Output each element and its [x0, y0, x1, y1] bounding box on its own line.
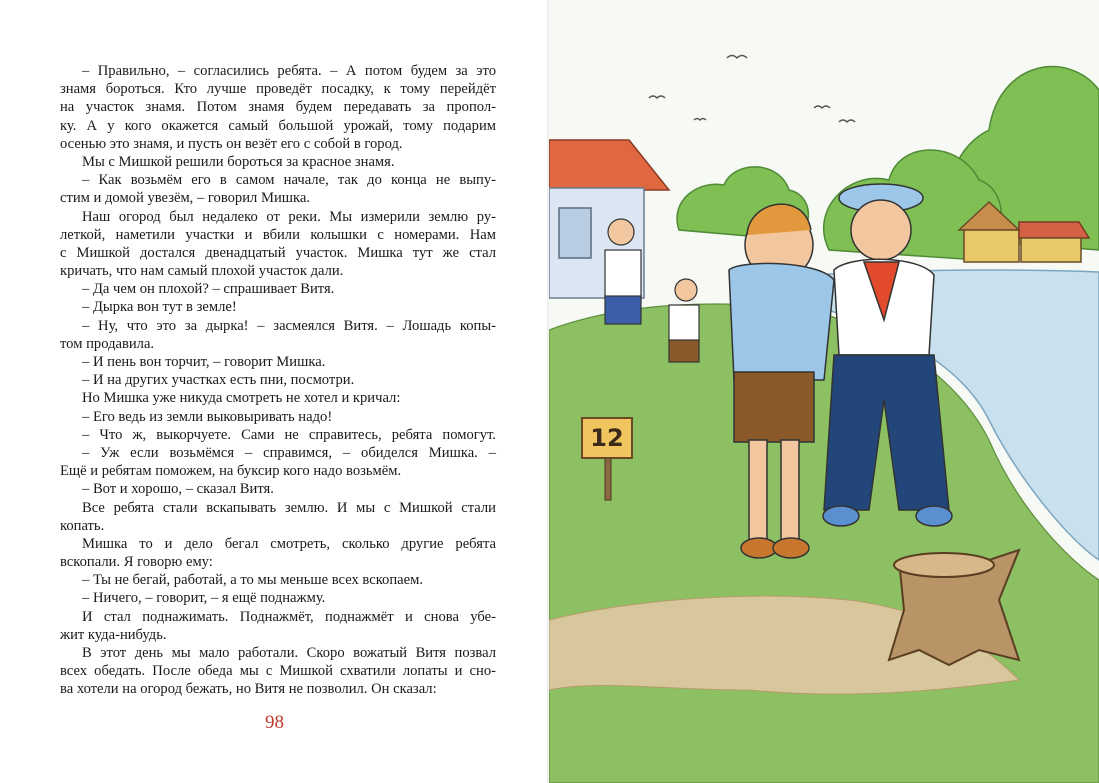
- illustration: [549, 0, 1099, 783]
- page-number: 98: [265, 712, 284, 733]
- text-line: – И на других участках есть пни, посмотри.: [82, 372, 355, 389]
- text-line: Все ребята стали вскапывать землю. И мы с Мишкой стали: [82, 499, 496, 516]
- text-line: И стал поднажимать. Поднажмёт, поднажмёт и снова убе-: [82, 608, 496, 625]
- text-line: кричать, что нам самый плохой участок дали.: [60, 263, 344, 280]
- text-line: копать.: [60, 517, 105, 534]
- text-line: леткой, наметили участки и вбили колышки с номерами. Нам: [60, 226, 496, 243]
- text-line: – Правильно, – согласились ребята. – А потом будем за это: [82, 63, 496, 79]
- text-line: всех обедать. После обеда мы с Мишкой схватили лопаты и сно-: [60, 663, 496, 680]
- text-line: – Как возьмём его в самом начале, так до конца не выпу-: [82, 172, 496, 189]
- text-line: – Вот и хорошо, – сказал Витя.: [82, 481, 274, 498]
- text-line: знамя бороться. Кто лучше проведёт посадку, к тому перейдёт: [60, 81, 496, 98]
- text-line: стим и домой увезём, – говорил Мишка.: [60, 190, 310, 207]
- text-line: вскопали. Я говорю ему:: [60, 554, 213, 571]
- text-line: – И пень вон торчит, – говорит Мишка.: [82, 354, 326, 370]
- text-line: Ещё и ребятам поможем, на буксир кого надо возьмём.: [60, 463, 402, 480]
- text-line: Но Мишка уже никуда смотреть не хотел и кричал:: [82, 390, 401, 407]
- story-text: [60, 62, 496, 699]
- text-line: Наш огород был недалеко от реки. Мы измерили землю ру-: [82, 208, 496, 225]
- illustration-page: [549, 0, 1099, 783]
- plot-number-label: 12: [590, 424, 624, 452]
- text-line: с Мишкой достался двенадцатый участок. Мишка тут же стал: [60, 244, 496, 261]
- text-line: – Что ж, выкорчуете. Сами не справитесь, ребята помогут.: [82, 426, 496, 443]
- text-line: – Уж если возьмёмся – справимся, – обиделся Мишка. –: [82, 444, 496, 461]
- text-line: – Дырка вон тут в земле!: [82, 299, 237, 316]
- text-line: В этот день мы мало работали. Скоро вожатый Витя позвал: [82, 645, 496, 661]
- text-line: ку. А у кого окажется самый большой урожай, тому подарим: [60, 117, 496, 134]
- text-line: Мы с Мишкой решили бороться за красное знамя.: [82, 153, 395, 170]
- text-line: Мишка то и дело бегал смотреть, сколько другие ребята: [82, 535, 496, 552]
- text-line: – Ничего, – говорит, – я ещё поднажму.: [82, 590, 326, 607]
- tree-stump: [889, 550, 1019, 665]
- text-page: [0, 0, 549, 783]
- text-line: жит куда-нибудь.: [60, 626, 167, 643]
- text-line: том продавила.: [60, 335, 155, 352]
- text-line: ва хотели на огород бежать, но Витя не позволил. Он сказал:: [60, 681, 437, 698]
- text-line: осенью это знамя, и пусть он везёт его с собой в город.: [60, 135, 403, 152]
- text-line: – Его ведь из земли выковыривать надо!: [82, 408, 333, 425]
- text-line: – Ну, что это за дырка! – засмеялся Витя. – Лошадь копы-: [82, 317, 496, 334]
- text-line: – Ты не бегай, работай, а то мы меньше всех вскопаем.: [82, 572, 423, 589]
- text-line: на участок знамя. Потом знамя будем передавать за пропол-: [60, 99, 496, 116]
- text-line: – Да чем он плохой? – спрашивает Витя.: [82, 281, 335, 298]
